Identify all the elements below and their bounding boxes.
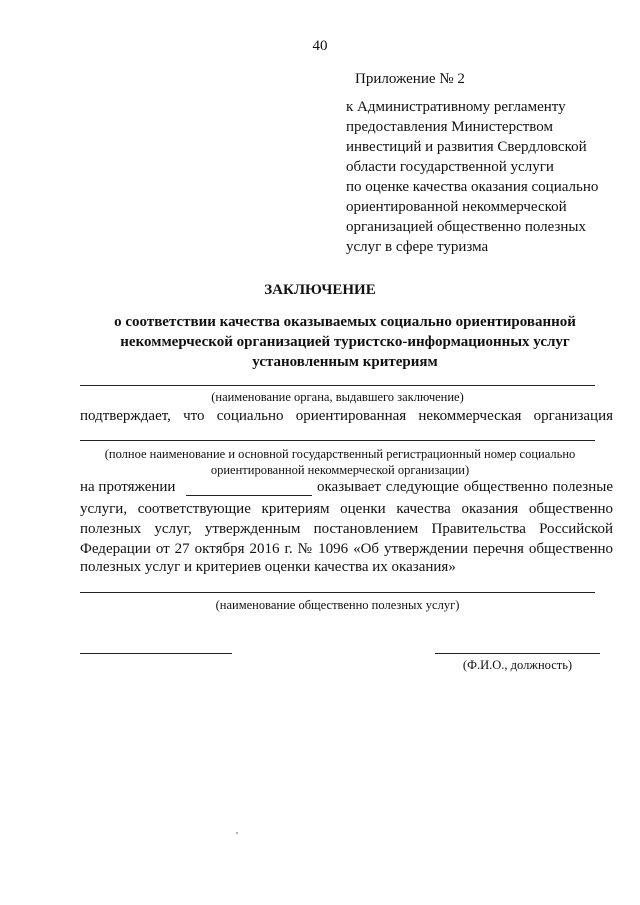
appendix-line: по оценке качества оказания социально — [346, 179, 599, 195]
appendix-reference — [346, 97, 616, 257]
appendix-line: организацией общественно полезных — [346, 219, 587, 235]
scan-dot — [236, 832, 238, 834]
signature-blank-line[interactable] — [80, 653, 232, 654]
paragraph-line: полезных услуг, утвержденным постановлением Правительства Российской — [80, 521, 613, 537]
document-title: ЗАКЛЮЧЕНИЕ — [264, 282, 376, 298]
organization-caption-line: ориентированной некоммерческой организации) — [210, 463, 470, 477]
appendix-title: Приложение № 2 — [355, 71, 465, 87]
organization-blank-line[interactable] — [80, 440, 595, 441]
appendix-line: предоставления Министерством — [346, 119, 553, 135]
organization-caption-line: (полное наименование и основной государственный регистрационный номер социально — [104, 447, 576, 461]
subtitle-line: о соответствии качества оказываемых социально ориентированной — [114, 314, 576, 330]
appendix-line: инвестиций и развития Свердловской — [346, 139, 587, 155]
paragraph-last-line: полезных услуг и критериев оценки качества их оказания» — [80, 559, 456, 575]
appendix-line: к Административному регламенту — [346, 99, 566, 115]
period-suffix: оказывает следующие общественно полезные — [317, 479, 613, 495]
services-caption: (наименование общественно полезных услуг) — [215, 598, 460, 612]
document-subtitle — [80, 312, 610, 372]
appendix-line: области государственной услуги — [346, 159, 554, 175]
appendix-line: ориентированной некоммерческой — [346, 199, 567, 215]
issuer-blank-line[interactable] — [80, 385, 595, 386]
period-prefix: на протяжении — [80, 479, 176, 495]
organization-caption — [80, 446, 600, 478]
appendix-line: услуг в сфере туризма — [346, 239, 489, 255]
subtitle-line: установленным критериям — [252, 354, 438, 370]
services-paragraph — [80, 499, 613, 559]
page-number: 40 — [312, 38, 328, 54]
services-blank-line[interactable] — [80, 592, 595, 593]
paragraph-line: Федерации от 27 октября 2016 г. № 1096 «Об утверждении перечня общественно — [80, 541, 613, 557]
confirms-line: подтверждает, что социально ориентированная некоммерческая организация — [80, 408, 613, 424]
period-blank-line[interactable] — [186, 495, 312, 496]
paragraph-line: услуги, соответствующие критериям оценки качества оказания общественно — [80, 501, 613, 517]
signature-caption: (Ф.И.О., должность) — [462, 658, 573, 672]
subtitle-line: некоммерческой организацией туристско-информационных услуг — [120, 334, 570, 350]
issuer-caption: (наименование органа, выдавшего заключение) — [211, 390, 464, 404]
name-position-blank-line[interactable] — [435, 653, 600, 654]
